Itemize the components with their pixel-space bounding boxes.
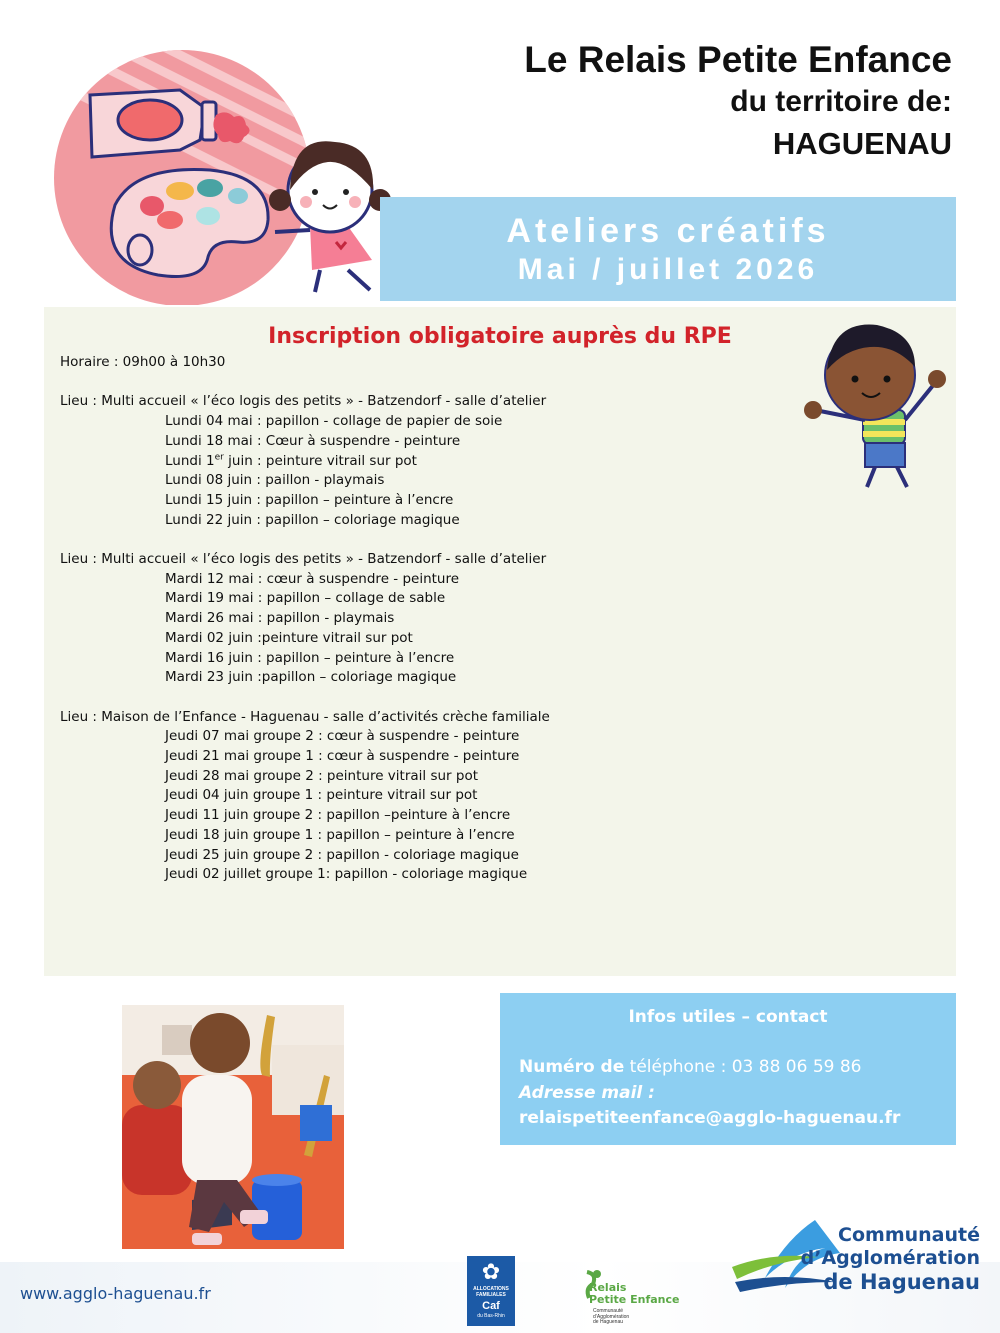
header-line-2: du territoire de: — [730, 85, 952, 118]
caf-logo — [467, 1256, 515, 1326]
email-label: Adresse mail : — [519, 1083, 655, 1103]
agglo-haguenau-logo — [730, 1212, 980, 1302]
list-item: Jeudi 21 mai groupe 1 : cœur à suspendre - peinture — [165, 748, 520, 765]
rpe-text-1: Relais — [589, 1281, 627, 1294]
inscription-notice: Inscription obligatoire auprès du RPE — [268, 324, 732, 349]
section-lieu: Lieu : Multi accueil « l’éco logis des petits » - Batzendorf - salle d’atelier — [60, 393, 547, 410]
title-banner — [380, 197, 956, 301]
rpe-logo — [577, 1268, 687, 1332]
contact-phone — [519, 1057, 862, 1077]
list-item: Jeudi 28 mai groupe 2 : peinture vitrail sur pot — [165, 767, 478, 784]
list-item: Mardi 23 juin :papillon – coloriage magique — [165, 669, 457, 686]
art-illustration — [30, 20, 400, 305]
banner-subtitle: Mai / juillet 2026 — [517, 253, 819, 286]
rpe-text-4: d’Agglomération — [593, 1313, 630, 1320]
phone-label: Numéro de — [519, 1057, 625, 1077]
cah-text-2: d’Agglomération — [800, 1247, 980, 1269]
caf-text-3: Caf — [482, 1300, 500, 1312]
cah-text-1: Communauté — [838, 1224, 980, 1246]
cah-text-3: de Haguenau — [823, 1270, 980, 1294]
email-address[interactable]: relaispetiteenfance@agglo-haguenau.fr — [519, 1108, 901, 1128]
contact-heading: Infos utiles – contact — [628, 1007, 828, 1027]
list-item: Jeudi 04 juin groupe 1 : peinture vitrail sur pot — [165, 787, 478, 804]
schedule-list — [60, 353, 780, 885]
list-item: Lundi 15 juin : papillon – peinture à l’encre — [165, 491, 454, 508]
list-item: Mardi 12 mai : cœur à suspendre - peinture — [165, 570, 460, 587]
section-lieu: Lieu : Multi accueil « l’éco logis des petits » - Batzendorf - salle d’atelier — [60, 551, 547, 567]
list-item: Lundi 22 juin : papillon – coloriage magique — [165, 511, 460, 528]
list-item: Mardi 26 mai : papillon - playmais — [165, 610, 395, 627]
list-item: Mardi 02 juin :peinture vitrail sur pot — [165, 629, 413, 646]
list-item: Jeudi 07 mai groupe 2 : cœur à suspendre - peinture — [165, 728, 520, 745]
list-item: Mardi 19 mai : papillon – collage de sable — [165, 590, 446, 607]
header-line-3: HAGUENAU — [772, 126, 952, 161]
list-item: Lundi 18 mai : Cœur à suspendre - peinture — [165, 432, 461, 449]
caf-text-4: du Bas-Rhin — [477, 1313, 505, 1319]
list-item: Jeudi 18 juin groupe 1 : papillon – peinture à l’encre — [165, 826, 515, 843]
rpe-text-3: Communauté — [593, 1308, 624, 1314]
phone-number: téléphone : 03 88 06 59 86 — [624, 1057, 862, 1077]
list-item: Lundi 08 juin : paillon - playmais — [165, 472, 385, 489]
website-link[interactable]: www.agglo-haguenau.fr — [20, 1284, 211, 1303]
list-item: Jeudi 25 juin groupe 2 : papillon - coloriage magique — [165, 846, 519, 863]
list-item: Mardi 16 juin : papillon – peinture à l’encre — [165, 649, 455, 666]
children-photo — [122, 1005, 344, 1249]
banner-title: Ateliers créatifs — [506, 212, 830, 250]
section-lieu: Lieu : Maison de l’Enfance - Haguenau - salle d’activités crèche familiale — [60, 708, 550, 725]
caf-emblem-icon: ✿ — [481, 1259, 501, 1284]
rpe-text-5: de Haguenau — [593, 1319, 624, 1325]
caf-text-2: FAMILIALES — [476, 1292, 506, 1298]
list-item: Jeudi 11 juin groupe 2 : papillon –peinture à l’encre — [165, 807, 511, 824]
header-line-1: Le Relais Petite Enfance — [524, 39, 952, 80]
list-item: Jeudi 02 juillet groupe 1: papillon - coloriage magique — [165, 866, 528, 883]
rpe-text-2: Petite Enfance — [589, 1293, 680, 1306]
horaire-text: Horaire : 09h00 à 10h30 — [60, 354, 226, 370]
list-item: Lundi 1er juin : peinture vitrail sur pot — [165, 452, 417, 469]
header-title — [524, 38, 952, 166]
boy-illustration — [795, 315, 955, 495]
list-item: Lundi 04 mai : papillon - collage de papier de soie — [165, 413, 503, 430]
caf-text-1: ALLOCATIONS — [473, 1286, 509, 1292]
contact-box — [500, 993, 956, 1145]
